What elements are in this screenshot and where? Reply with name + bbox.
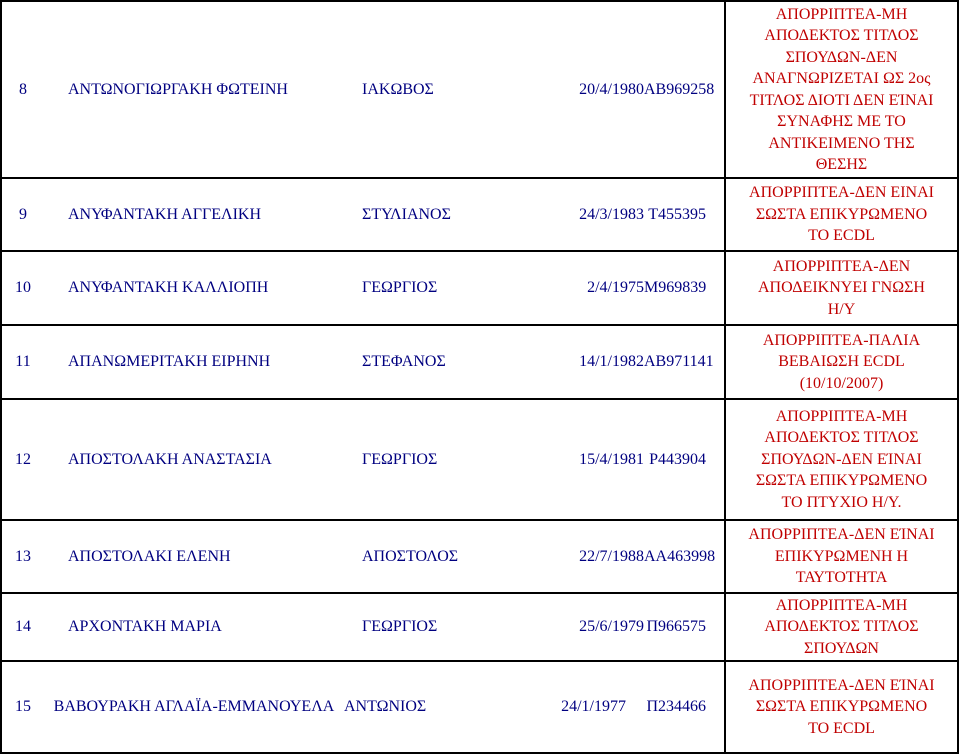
applicant-details-cell (1, 325, 725, 399)
date-of-birth: 20/4/1980 (579, 80, 644, 98)
status-line: ΣΠΟΥΔΩΝ-ΔΕΝ (785, 48, 898, 66)
applicant-details (2, 179, 724, 250)
status-cell (725, 399, 958, 520)
date-of-birth: 22/7/1988 (579, 547, 644, 565)
row-number: 11 (15, 353, 31, 370)
status-line: ΑΠΟΔΕΚΤΟΣ ΤΙΤΛΟΣ (764, 618, 919, 636)
status-line: ΣΩΣΤΑ ΕΠΙΚΥΡΩΜΕΝΟ (755, 698, 928, 716)
status-line: ΤΟ ECDL (808, 227, 875, 245)
father-name: ΙΑΚΩΒΟΣ (362, 80, 434, 98)
father-name: ΑΝΤΩΝΙΟΣ (344, 698, 427, 715)
id-number: ΑΑ463998 (644, 547, 716, 565)
status-cell (725, 325, 958, 399)
status-line: Η/Υ (827, 300, 856, 318)
table-row (1, 178, 958, 251)
status-cell (725, 593, 958, 661)
applicant-details-cell (1, 661, 725, 753)
status-cell (725, 520, 958, 593)
status-line: ΑΠΟΡΡΙΠΤΕΑ-ΜΗ (775, 5, 908, 23)
table-row (1, 325, 958, 399)
applicant-details (2, 594, 724, 660)
status-line: ΤΙΤΛΟΣ ΔΙΟΤΙ ΔΕΝ ΕΊΝΑΙ (749, 91, 934, 109)
applicant-details-cell (1, 1, 725, 178)
father-name: ΣΤΥΛΙΑΝΟΣ (362, 205, 451, 223)
status-cell (725, 661, 958, 753)
status-line: ΣΩΣΤΑ ΕΠΙΚΥΡΩΜΕΝΟ (755, 472, 928, 490)
status-line: ΤΑΥΤΟΤΗΤΑ (795, 569, 888, 587)
status-cell (725, 178, 958, 251)
father-name: ΓΕΩΡΓΙΟΣ (362, 450, 438, 468)
status-line: (10/10/2007) (799, 374, 884, 392)
status-line: ΒΕΒΑΙΩΣΗ ECDL (778, 353, 905, 371)
table-row (1, 520, 958, 593)
applicant-details (2, 326, 724, 398)
status-line: ΑΠΟΔΕΚΤΟΣ ΤΙΤΛΟΣ (764, 429, 919, 447)
row-number: 15 (15, 698, 31, 715)
status-cell (725, 1, 958, 178)
id-number: Ρ443904 (649, 450, 706, 468)
status-line: ΣΠΟΥΔΩΝ (804, 639, 879, 657)
date-of-birth: 14/1/1982 (579, 353, 644, 370)
father-name: ΑΠΟΣΤΟΛΟΣ (362, 547, 459, 565)
applicant-name: ΑΝΤΩΝΟΓΙΩΡΓΑΚΗ ΦΩΤΕΙΝΗ (68, 80, 288, 98)
status-line: ΑΠΟΡΡΙΠΤΕΑ-ΔΕΝ ΕΊΝΑΙ (748, 526, 935, 544)
date-of-birth: 24/3/1983 (579, 205, 644, 223)
status-line: ΣΩΣΤΑ ΕΠΙΚΥΡΩΜΕΝΟ (755, 205, 928, 223)
applicant-name: ΑΠΟΣΤΟΛΑΚΙ ΕΛΕΝΗ (68, 547, 231, 565)
date-of-birth: 25/6/1979 (579, 618, 644, 635)
date-of-birth: 2/4/1975 (587, 279, 644, 296)
applicant-details (2, 252, 724, 324)
applicant-details-cell (1, 399, 725, 520)
applicant-name: ΑΠΑΝΩΜΕΡΙΤΑΚΗ ΕΙΡΗΝΗ (68, 353, 271, 370)
row-number: 10 (15, 279, 31, 296)
id-number: Τ455395 (648, 205, 706, 223)
status-line: ΕΠΙΚΥΡΩΜΕΝΗ Η (774, 547, 909, 565)
table-row (1, 661, 958, 753)
status-line: ΣΠΟΥΔΩΝ-ΔΕΝ ΕΊΝΑΙ (761, 450, 922, 468)
status-line: ΑΝΤΙΚΕΙΜΕΝΟ ΤΗΣ (768, 134, 915, 152)
applicant-details-cell (1, 178, 725, 251)
row-number: 13 (15, 547, 31, 565)
id-number: ΑΒ969258 (644, 80, 715, 98)
table-row (1, 1, 958, 178)
row-number: 9 (19, 205, 27, 223)
id-number: Π966575 (646, 618, 706, 635)
status-line: ΑΠΟΡΡΙΠΤΕΑ-ΜΗ (775, 596, 908, 614)
applicant-details-cell (1, 251, 725, 325)
father-name: ΓΕΩΡΓΙΟΣ (362, 279, 438, 296)
table-row (1, 399, 958, 520)
father-name: ΓΕΩΡΓΙΟΣ (362, 618, 438, 635)
row-number: 14 (15, 618, 31, 635)
date-of-birth: 24/1/1977 (561, 698, 626, 715)
status-line: ΑΠΟΡΡΙΠΤΕΑ-ΜΗ (775, 407, 908, 425)
status-line: ΑΠΟΔΕΙΚΝΥΕΙ ΓΝΩΣΗ (758, 279, 925, 297)
status-line: ΣΥΝΑΦΗΣ ΜΕ ΤΟ (777, 113, 906, 130)
table-row (1, 593, 958, 661)
row-number: 12 (15, 450, 31, 468)
status-line: ΑΠΟΡΡΙΠΤΕΑ-ΠΑΛΙΑ (762, 331, 921, 349)
applicant-details (2, 2, 724, 177)
applicant-name: ΑΝΥΦΑΝΤΑΚΗ ΑΓΓΕΛΙΚΗ (68, 205, 262, 223)
status-cell (725, 251, 958, 325)
status-line: ΑΝΑΓΝΩΡΙΖΕΤΑΙ ΩΣ 2ος (752, 70, 931, 87)
applicant-name: ΒΑΒΟΥΡΑΚΗ ΑΓΛΑΪΑ-​ΕΜΜΑΝΟΥΕΛΑ (53, 698, 335, 715)
applicant-details-cell (1, 593, 725, 661)
table-row (1, 251, 958, 325)
date-of-birth: 15/4/1981 (579, 450, 644, 468)
applicant-details (2, 662, 724, 752)
status-line: ΑΠΟΡΡΙΠΤΕΑ-ΔΕΝ (772, 257, 911, 275)
applicant-details (2, 521, 724, 592)
applicant-name: ΑΠΟΣΤΟΛΑΚΗ ΑΝΑΣΤΑΣΙΑ (68, 450, 272, 468)
status-line: ΑΠΟΔΕΚΤΟΣ ΤΙΤΛΟΣ (764, 27, 919, 44)
applicant-name: ΑΝΥΦΑΝΤΑΚΗ ΚΑΛΛΙΟΠΗ (68, 279, 269, 296)
id-number: Μ969839 (644, 279, 707, 296)
id-number: ΑΒ971141 (644, 353, 714, 370)
status-line: ΑΠΟΡΡΙΠΤΕΑ-ΔΕΝ ΕΙΝΑΙ (749, 184, 934, 202)
id-number: Π234466 (646, 698, 706, 715)
status-line: ΘΕΣΗΣ (815, 156, 868, 173)
applicant-details (2, 400, 724, 519)
status-line: ΑΠΟΡΡΙΠΤΕΑ-ΔΕΝ ΕΊΝΑΙ (748, 676, 935, 694)
status-line: ΤΟ ΠΤΥΧΙΟ Η/Υ. (781, 493, 902, 511)
father-name: ΣΤΕΦΑΝΟΣ (362, 353, 446, 370)
status-line: ΤΟ ECDL (808, 719, 875, 737)
row-number: 8 (19, 80, 27, 98)
applicant-name: ΑΡΧΟΝΤΑΚΗ ΜΑΡΙΑ (68, 618, 222, 635)
applicant-details-cell (1, 520, 725, 593)
